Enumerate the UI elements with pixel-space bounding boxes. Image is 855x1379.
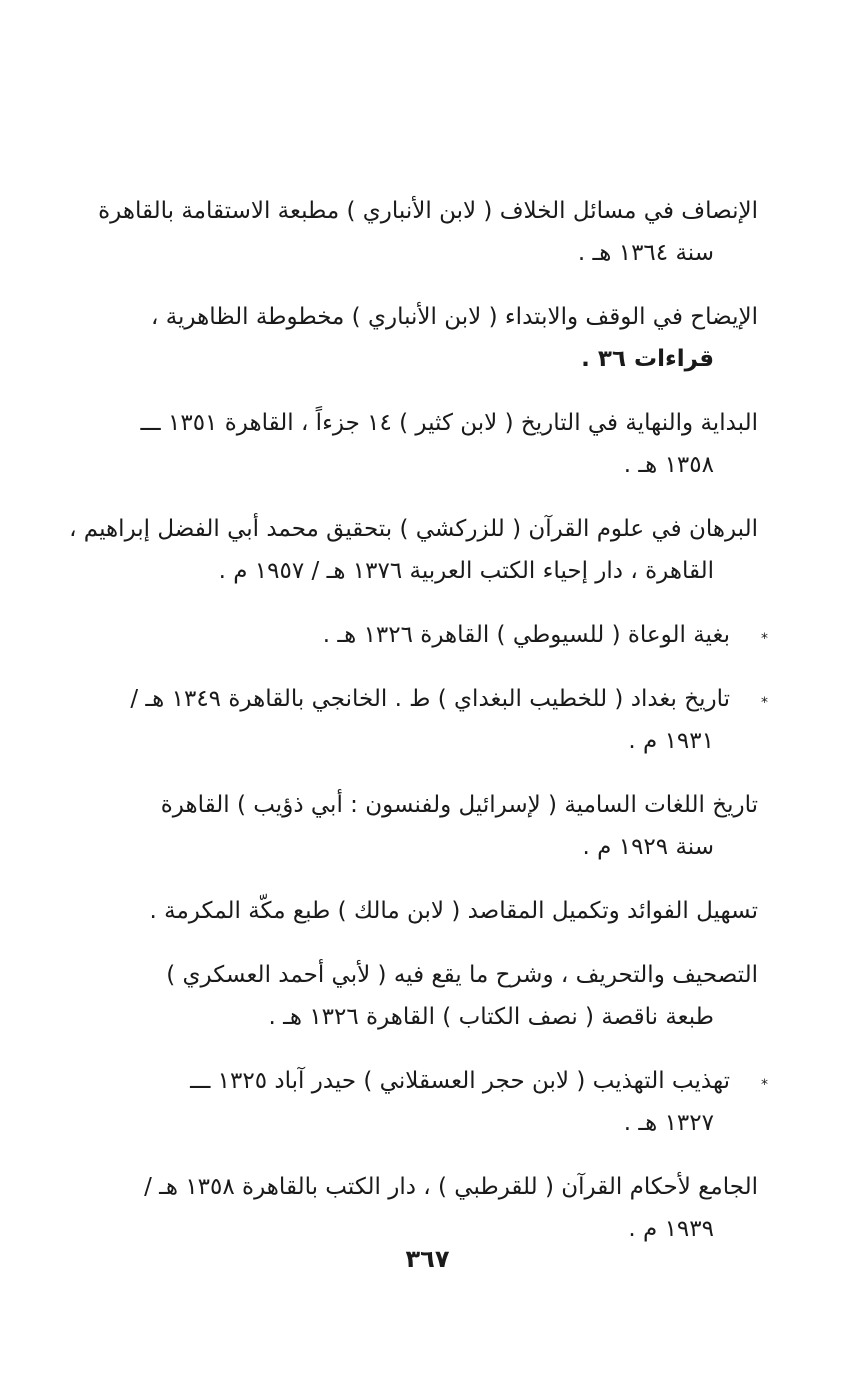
bibliography-entry (78, 1166, 758, 1250)
bibliography-entry (78, 190, 758, 274)
entry-line: البداية والنهاية في التاريخ ( لابن كثير ) ١٤ جزءاً ، القاهرة ١٣٥١ ـــ (140, 410, 758, 436)
star-marker: * (761, 631, 768, 647)
bibliography-entry (78, 890, 758, 932)
entry-line: سنة ١٩٢٩ م . (582, 834, 714, 860)
entry-line: القاهرة ، دار إحياء الكتب العربية ١٣٧٦ هـ / ١٩٥٧ م . (218, 558, 714, 584)
page-number: ٣٦٧ (405, 1245, 450, 1273)
entry-line: بغية الوعاة ( للسيوطي ) القاهرة ١٣٢٦ هـ . (322, 622, 730, 648)
bibliography-entry (69, 508, 758, 592)
bibliography-entry (78, 296, 758, 380)
bibliography-entry-starred (78, 614, 768, 656)
entry-line: الإيضاح في الوقف والابتداء ( لابن الأنباري ) مخطوطة الظاهرية ، (150, 304, 758, 330)
entry-line: طبعة ناقصة ( نصف الكتاب ) القاهرة ١٣٢٦ هـ . (268, 1004, 714, 1030)
bibliography-entry (78, 784, 758, 868)
bibliography-entry-starred (78, 1060, 768, 1144)
bibliography-list (69, 190, 768, 1272)
entry-line: الإنصاف في مسائل الخلاف ( لابن الأنباري ) مطبعة الاستقامة بالقاهرة (98, 198, 758, 224)
bibliography-entry-starred (78, 678, 768, 762)
entry-line: التصحيف والتحريف ، وشرح ما يقع فيه ( لأبي أحمد العسكري ) (166, 962, 758, 988)
entry-line: تهذيب التهذيب ( لابن حجر العسقلاني ) حيدر آباد ١٣٢٥ ـــ (190, 1068, 730, 1094)
entry-line: ١٩٣١ م . (628, 728, 714, 754)
entry-line: ١٣٥٨ هـ . (623, 452, 714, 478)
entry-line: تسهيل الفوائد وتكميل المقاصد ( لابن مالك ) طبع مكّة المكرمة . (149, 898, 758, 924)
entry-line: تاريخ اللغات السامية ( لإسرائيل ولفنسون : أبي ذؤيب ) القاهرة (160, 792, 758, 818)
entry-line: الجامع لأحكام القرآن ( للقرطبي ) ، دار الكتب بالقاهرة ١٣٥٨ هـ / (144, 1174, 758, 1200)
entry-line: البرهان في علوم القرآن ( للزركشي ) بتحقيق محمد أبي الفضل إبراهيم ، (69, 516, 758, 542)
bibliography-entry (78, 954, 758, 1038)
entry-line: ١٩٣٩ م . (628, 1216, 714, 1242)
entry-line: سنة ١٣٦٤ هـ . (577, 240, 714, 266)
star-marker: * (761, 1077, 768, 1093)
bibliography-entry (78, 402, 758, 486)
entry-line: تاريخ بغداد ( للخطيب البغداي ) ط . الخانجي بالقاهرة ١٣٤٩ هـ / (130, 686, 730, 712)
entry-line: ١٣٢٧ هـ . (623, 1110, 714, 1136)
star-marker: * (761, 695, 768, 711)
entry-line: قراءات ٣٦ . (581, 346, 714, 372)
